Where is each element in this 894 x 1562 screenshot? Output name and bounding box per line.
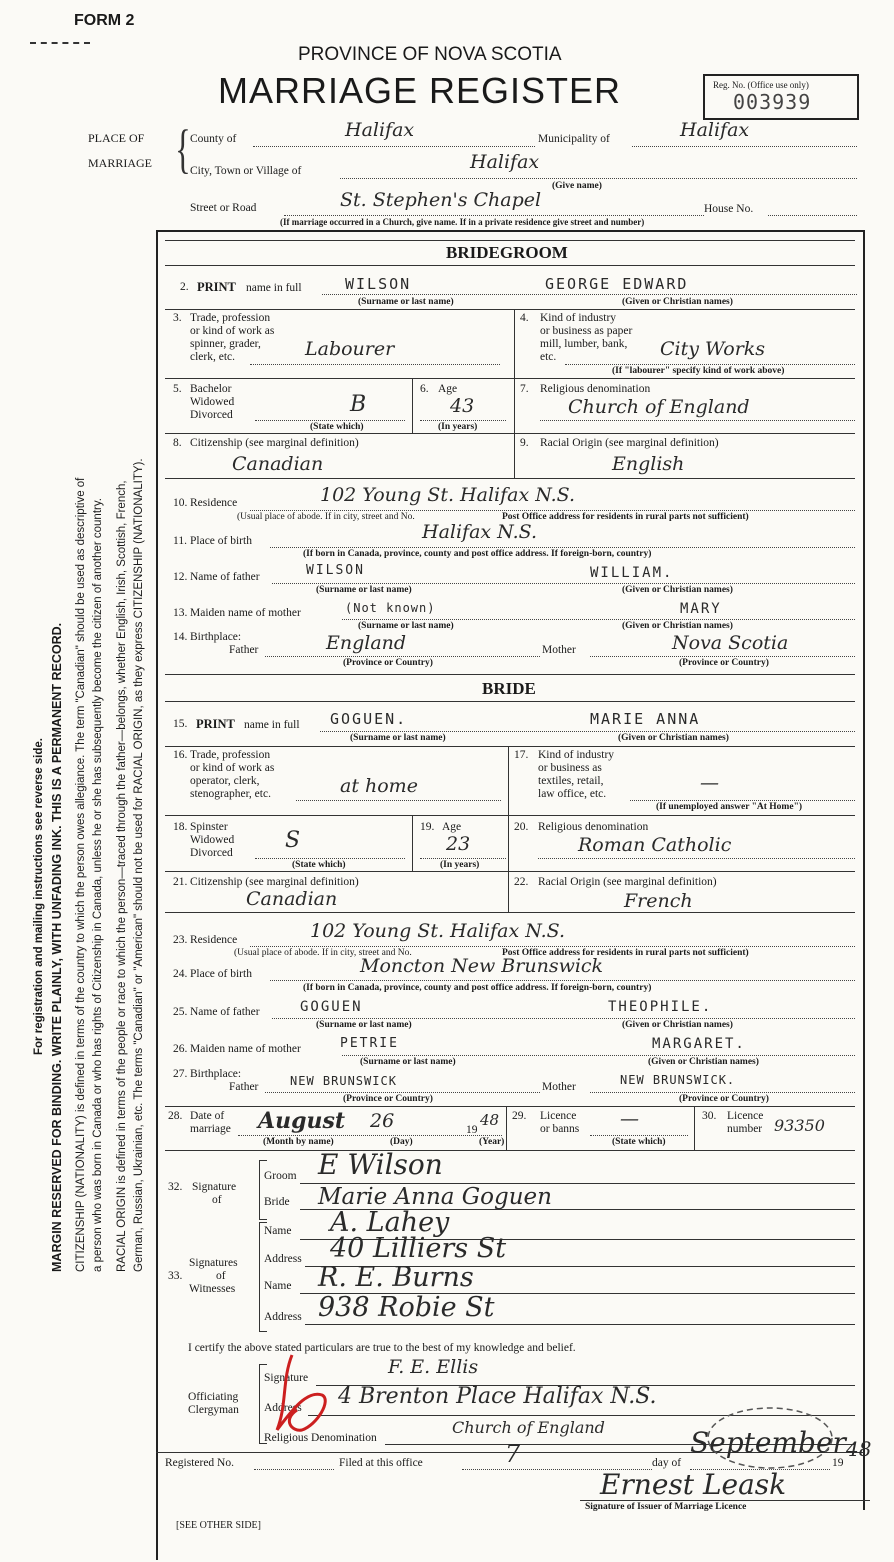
item-9-number: 9. xyxy=(520,437,529,449)
bride-age: 23 xyxy=(446,833,471,855)
industry-label-3: mill, lumber, bank, xyxy=(540,338,628,350)
bride-surname: GOGUEN. xyxy=(330,710,408,728)
licence-number: 93350 xyxy=(774,1116,825,1135)
item-29-number: 29. xyxy=(512,1110,527,1122)
industry-label-1: Kind of industry xyxy=(540,312,617,324)
groom-surname: WILSON xyxy=(345,275,412,293)
item-11-number: 11. xyxy=(173,535,187,547)
licence-or-banns: — xyxy=(620,1108,639,1130)
city-value: Halifax xyxy=(470,151,540,173)
bride-racial-origin: French xyxy=(624,890,693,912)
bride-heading: BRIDE xyxy=(482,679,536,698)
witness-1-name: A. Lahey xyxy=(330,1207,450,1238)
trade-label-3: spinner, grader, xyxy=(190,338,261,350)
groom-signature: E Wilson xyxy=(318,1148,443,1181)
witness-1-address: 40 Lilliers St xyxy=(330,1233,507,1264)
county-value: Halifax xyxy=(345,119,415,141)
margin-racial-2: German, Russian, Ukrainian, etc. The terms "Canadian" or "American" should not be used for RACIAL ORIGIN, as they express CITIZENSHIP (NATIONALITY). xyxy=(133,458,145,1272)
bride-parent-birthplace-label: Birthplace: xyxy=(190,1068,242,1080)
groom-father-birthplace: England xyxy=(326,632,407,654)
surname-hint-13: (Surname or last name) xyxy=(358,621,454,631)
licence-hint: (State which) xyxy=(612,1137,666,1147)
bride-age-hint: (In years) xyxy=(440,860,480,870)
surname-hint: (Surname or last name) xyxy=(358,297,454,307)
certification-text: I certify the above stated particulars are true to the best of my knowledge and belief. xyxy=(188,1342,576,1354)
citizenship-label: Citizenship (see marginal definition) xyxy=(190,437,359,449)
licence-label-1: Licence xyxy=(540,1110,577,1122)
bride-trade: at home xyxy=(340,775,418,797)
bride-citizenship-label: Citizenship (see marginal definition) xyxy=(190,876,359,888)
age-hint: (In years) xyxy=(438,422,478,432)
item-13-number: 13. xyxy=(173,607,188,619)
mother-name-label: Maiden name of mother xyxy=(190,607,301,619)
margin-racial-1: RACIAL ORIGIN is defined in terms of the people or race to which the person—traced through the father—belongs, whether English, Irish, Scottish, French, xyxy=(116,480,128,1272)
birthplace-label: Place of birth xyxy=(190,535,252,547)
groom-citizenship: Canadian xyxy=(232,453,324,475)
groom-mother-birthplace: Nova Scotia xyxy=(672,632,789,654)
bride-citizenship: Canadian xyxy=(246,888,338,910)
age-label: Age xyxy=(438,383,458,395)
item-16-number: 16. xyxy=(173,749,188,761)
filed-label: Filed at this office xyxy=(339,1457,423,1469)
name-in-full-label: name in full xyxy=(246,282,302,294)
item-24-number: 24. xyxy=(173,968,188,980)
witness-2-address-label: Address xyxy=(264,1311,302,1323)
date-label-2: marriage xyxy=(190,1123,231,1135)
religion-label: Religious denomination xyxy=(540,383,651,395)
street-value: St. Stephen's Chapel xyxy=(340,189,542,211)
bride-surname-hint-26: (Surname or last name) xyxy=(360,1057,456,1067)
filed-year: 48 xyxy=(846,1437,872,1461)
bride-given-hint: (Given or Christian names) xyxy=(618,733,729,743)
status-label-1: Bachelor xyxy=(190,383,232,395)
item-5-number: 5. xyxy=(173,383,182,395)
groom-mother-given: MARY xyxy=(680,601,722,617)
item-18-number: 18. xyxy=(173,821,188,833)
margin-citizenship-1: CITIZENSHIP (NATIONALITY) is defined in terms of the country to which the person owes allegiance. The term "Canadian" should be used as descriptive of xyxy=(75,477,87,1272)
status-hint: (State which) xyxy=(310,422,364,432)
month-hint: (Month by name) xyxy=(263,1137,334,1147)
licence-number-label-2: number xyxy=(727,1123,763,1135)
bride-mother-birthplace-label: Mother xyxy=(542,1081,576,1093)
licence-label-2: or banns xyxy=(540,1123,580,1135)
bride-industry-label-3: textiles, retail, xyxy=(538,775,604,787)
industry-hint: (If "labourer" specify kind of work above) xyxy=(612,366,785,376)
bride-religion: Roman Catholic xyxy=(578,834,732,856)
margin-instructions: For registration and mailing instructions see reverse side. xyxy=(33,738,45,1055)
bride-mother-surname: PETRIE xyxy=(340,1036,399,1051)
bride-print-label: PRINT xyxy=(196,717,235,731)
given-hint-12: (Given or Christian names) xyxy=(622,585,733,595)
bride-trade-label-4: stenographer, etc. xyxy=(190,788,271,800)
bride-mother-birthplace: NEW BRUNSWICK. xyxy=(620,1073,736,1087)
form-label: FORM 2 xyxy=(74,12,135,29)
bride-father-given: THEOPHILE. xyxy=(608,999,713,1015)
groom-mother-surname: (Not known) xyxy=(345,601,436,615)
municipality-value: Halifax xyxy=(680,119,750,141)
filed-day: 7 xyxy=(505,1440,521,1468)
bride-industry-label-2: or business as xyxy=(538,762,602,774)
bride-father-birthplace: NEW BRUNSWICK xyxy=(290,1074,397,1088)
item-20-number: 20. xyxy=(514,821,529,833)
item-25-number: 25. xyxy=(173,1006,188,1018)
day-hint: (Day) xyxy=(390,1137,413,1147)
bride-trade-label-3: operator, clerk, xyxy=(190,775,260,787)
bride-age-label: Age xyxy=(442,821,462,833)
reg-no-value: 003939 xyxy=(733,90,812,114)
province-heading: PROVINCE OF NOVA SCOTIA xyxy=(298,44,562,65)
groom-age: 43 xyxy=(450,395,475,417)
red-check-mark xyxy=(262,1350,342,1445)
father-birthplace-label: Father xyxy=(229,644,259,656)
residence-hint-2: Post Office address for residents in rural parts not sufficient) xyxy=(502,512,749,522)
clergy-address-label: Address xyxy=(264,1402,302,1414)
county-label: County of xyxy=(190,133,237,145)
bride-prov-hint-a: (Province or Country) xyxy=(343,1094,433,1104)
officiating-label-1: Officiating xyxy=(188,1391,239,1403)
item-17-number: 17. xyxy=(514,749,529,761)
house-label: House No. xyxy=(704,203,754,215)
item-19-number: 19. xyxy=(420,821,435,833)
parent-birthplace-label: Birthplace: xyxy=(190,631,242,643)
residence-label: Residence xyxy=(190,497,238,509)
groom-trade: Labourer xyxy=(305,338,395,360)
bride-given-hint-25: (Given or Christian names) xyxy=(622,1020,733,1030)
witness-1-name-label: Name xyxy=(264,1225,292,1237)
bride-industry: — xyxy=(700,772,719,794)
registered-no-label: Registered No. xyxy=(165,1457,234,1469)
trade-label-1: Trade, profession xyxy=(190,312,271,324)
bride-father-birthplace-label: Father xyxy=(229,1081,259,1093)
municipality-label: Municipality of xyxy=(538,133,610,145)
filed-year-prefix: 19 xyxy=(832,1457,844,1469)
birthplace-hint: (If born in Canada, province, county and post office address. If foreign-born, country) xyxy=(303,549,652,559)
binding-mark xyxy=(30,42,90,44)
trade-label-4: clerk, etc. xyxy=(190,351,236,363)
bride-residence-hint-1: (Usual place of abode. If in city, street and No. xyxy=(234,948,412,958)
street-label: Street or Road xyxy=(190,202,257,214)
bride-signature-label: Bride xyxy=(264,1196,290,1208)
bride-industry-label-4: law office, etc. xyxy=(538,788,607,800)
given-hint: (Given or Christian names) xyxy=(622,297,733,307)
day-of-label: day of xyxy=(652,1457,682,1469)
groom-birthplace: Halifax N.S. xyxy=(422,521,537,543)
witness-2-name: R. E. Burns xyxy=(318,1262,474,1293)
status-label-2: Widowed xyxy=(190,396,235,408)
groom-religion: Church of England xyxy=(568,396,750,418)
item-3-number: 3. xyxy=(173,312,182,324)
margin-citizenship-2: a person who was born in Canada or who has rights of Citizenship in Canada, unless he or she has subsequently become the citizen of another country. xyxy=(92,498,104,1272)
groom-father-given: WILLIAM. xyxy=(590,565,674,581)
item-14-number: 14. xyxy=(173,631,188,643)
bride-surname-hint: (Surname or last name) xyxy=(350,733,446,743)
item-30-number: 30. xyxy=(702,1110,717,1122)
item-12-number: 12. xyxy=(173,571,188,583)
clergy-religion-label: Religious Denomination xyxy=(264,1432,377,1444)
bride-status-hint: (State which) xyxy=(292,860,346,870)
witness-label-2: of xyxy=(216,1270,226,1282)
item-10-number: 10. xyxy=(173,497,188,509)
bride-name-in-full-label: name in full xyxy=(244,719,300,731)
print-label: PRINT xyxy=(197,280,236,294)
item-28-number: 28. xyxy=(168,1110,183,1122)
clergy-signature-label: Signature xyxy=(264,1372,309,1384)
groom-signature-label: Groom xyxy=(264,1170,297,1182)
item-22-number: 22. xyxy=(514,876,529,888)
reg-no-label: Reg. No. (Office use only) xyxy=(713,80,809,90)
marriage-day: 26 xyxy=(370,1110,395,1132)
item-4-number: 4. xyxy=(520,312,529,324)
bride-status-label-1: Spinster xyxy=(190,821,228,833)
groom-industry: City Works xyxy=(660,338,766,360)
trade-label-2: or kind of work as xyxy=(190,325,275,337)
bridegroom-heading: BRIDEGROOM xyxy=(446,243,568,262)
residence-hint-1: (Usual place of abode. If in city, street and No. xyxy=(237,512,415,522)
witness-2-name-label: Name xyxy=(264,1280,292,1292)
bride-status: S xyxy=(285,828,301,853)
bride-birthplace-hint: (If born in Canada, province, county and post office address. If foreign-born, country) xyxy=(303,983,652,993)
bride-birthplace-label: Place of birth xyxy=(190,968,252,980)
filed-month: September xyxy=(690,1426,846,1459)
bride-status-label-3: Divorced xyxy=(190,847,233,859)
signature-of-label: of xyxy=(212,1194,222,1206)
mother-birthplace-label: Mother xyxy=(542,644,576,656)
bride-given-names: MARIE ANNA xyxy=(590,710,701,728)
witness-1-address-label: Address xyxy=(264,1253,302,1265)
item-27-number: 27. xyxy=(173,1068,188,1080)
bride-religion-label: Religious denomination xyxy=(538,821,649,833)
groom-status: B xyxy=(350,392,367,417)
bride-father-name-label: Name of father xyxy=(190,1006,260,1018)
industry-label-4: etc. xyxy=(540,351,557,363)
margin-binding: MARGIN RESERVED FOR BINDING. WRITE PLAINLY, WITH UNFADING INK. THIS IS A PERMANENT RECORD. xyxy=(50,622,64,1272)
city-label: City, Town or Village of xyxy=(190,165,302,177)
given-hint-13: (Given or Christian names) xyxy=(622,621,733,631)
bride-residence: 102 Young St. Halifax N.S. xyxy=(310,920,566,942)
item-8-number: 8. xyxy=(173,437,182,449)
bride-father-surname: GOGUEN xyxy=(300,999,363,1015)
item-15-number: 15. xyxy=(173,718,188,730)
place-of-label: PLACE OF xyxy=(88,131,145,145)
bride-birthplace: Moncton New Brunswick xyxy=(360,955,604,977)
bride-mother-given: MARGARET. xyxy=(652,1036,746,1052)
bride-given-hint-26: (Given or Christian names) xyxy=(648,1057,759,1067)
prov-hint-14b: (Province or Country) xyxy=(679,658,769,668)
bride-industry-hint: (If unemployed answer "At Home") xyxy=(656,802,803,812)
issuer-signature: Ernest Leask xyxy=(600,1468,787,1501)
date-label-1: Date of xyxy=(190,1110,225,1122)
bride-trade-label-1: Trade, profession xyxy=(190,749,271,761)
see-other-side: [SEE OTHER SIDE] xyxy=(176,1520,261,1531)
issuer-signature-label: Signature of Issuer of Marriage Licence xyxy=(585,1502,747,1512)
groom-father-surname: WILSON xyxy=(306,563,365,578)
marriage-month: August xyxy=(258,1108,345,1134)
year-hint: (Year) xyxy=(479,1137,505,1147)
item-21-number: 21. xyxy=(173,876,188,888)
street-hint: (If marriage occurred in a Church, give name. If in a private residence give street and number) xyxy=(280,217,645,227)
item-2-number: 2. xyxy=(180,281,189,293)
groom-given-names: GEORGE EDWARD xyxy=(545,275,689,293)
marriage-label: MARRIAGE xyxy=(88,156,153,170)
bride-industry-label-1: Kind of industry xyxy=(538,749,615,761)
signature-label: Signature xyxy=(192,1181,237,1193)
industry-label-2: or business as paper xyxy=(540,325,633,337)
item-6-number: 6. xyxy=(420,383,429,395)
father-name-label: Name of father xyxy=(190,571,260,583)
bride-trade-label-2: or kind of work as xyxy=(190,762,275,774)
year-prefix: 19 xyxy=(466,1124,478,1136)
clergy-signature: F. E. Ellis xyxy=(388,1356,479,1378)
marriage-year: 48 xyxy=(480,1111,500,1129)
licence-number-label-1: Licence xyxy=(727,1110,764,1122)
bride-prov-hint-b: (Province or Country) xyxy=(679,1094,769,1104)
witness-2-address: 938 Robie St xyxy=(318,1292,495,1323)
bride-signature: Marie Anna Goguen xyxy=(318,1184,552,1210)
clergy-address: 4 Brenton Place Halifax N.S. xyxy=(338,1384,657,1409)
reg-no-box xyxy=(703,74,859,120)
page-title: MARRIAGE REGISTER xyxy=(218,70,622,111)
witness-label-3: Witnesses xyxy=(189,1283,236,1295)
status-label-3: Divorced xyxy=(190,409,233,421)
witness-label-1: Signatures xyxy=(189,1257,238,1269)
bride-racial-label: Racial Origin (see marginal definition) xyxy=(538,876,717,888)
place-brace: { xyxy=(175,119,191,179)
city-hint: (Give name) xyxy=(552,181,602,191)
item-32-number: 32. xyxy=(168,1181,183,1193)
item-7-number: 7. xyxy=(520,383,529,395)
bride-residence-hint-2: Post Office address for residents in rural parts not sufficient) xyxy=(502,948,749,958)
item-33-number: 33. xyxy=(168,1270,183,1282)
surname-hint-12: (Surname or last name) xyxy=(316,585,412,595)
stamp-mark xyxy=(700,1400,840,1485)
racial-label: Racial Origin (see marginal definition) xyxy=(540,437,719,449)
item-23-number: 23. xyxy=(173,934,188,946)
clergy-religion: Church of England xyxy=(452,1418,605,1437)
groom-racial-origin: English xyxy=(612,453,685,475)
bride-residence-label: Residence xyxy=(190,934,238,946)
bride-surname-hint-25: (Surname or last name) xyxy=(316,1020,412,1030)
prov-hint-14a: (Province or Country) xyxy=(343,658,433,668)
bride-status-label-2: Widowed xyxy=(190,834,235,846)
bride-mother-name-label: Maiden name of mother xyxy=(190,1043,301,1055)
item-26-number: 26. xyxy=(173,1043,188,1055)
groom-residence: 102 Young St. Halifax N.S. xyxy=(320,484,576,506)
officiating-label-2: Clergyman xyxy=(188,1404,239,1416)
